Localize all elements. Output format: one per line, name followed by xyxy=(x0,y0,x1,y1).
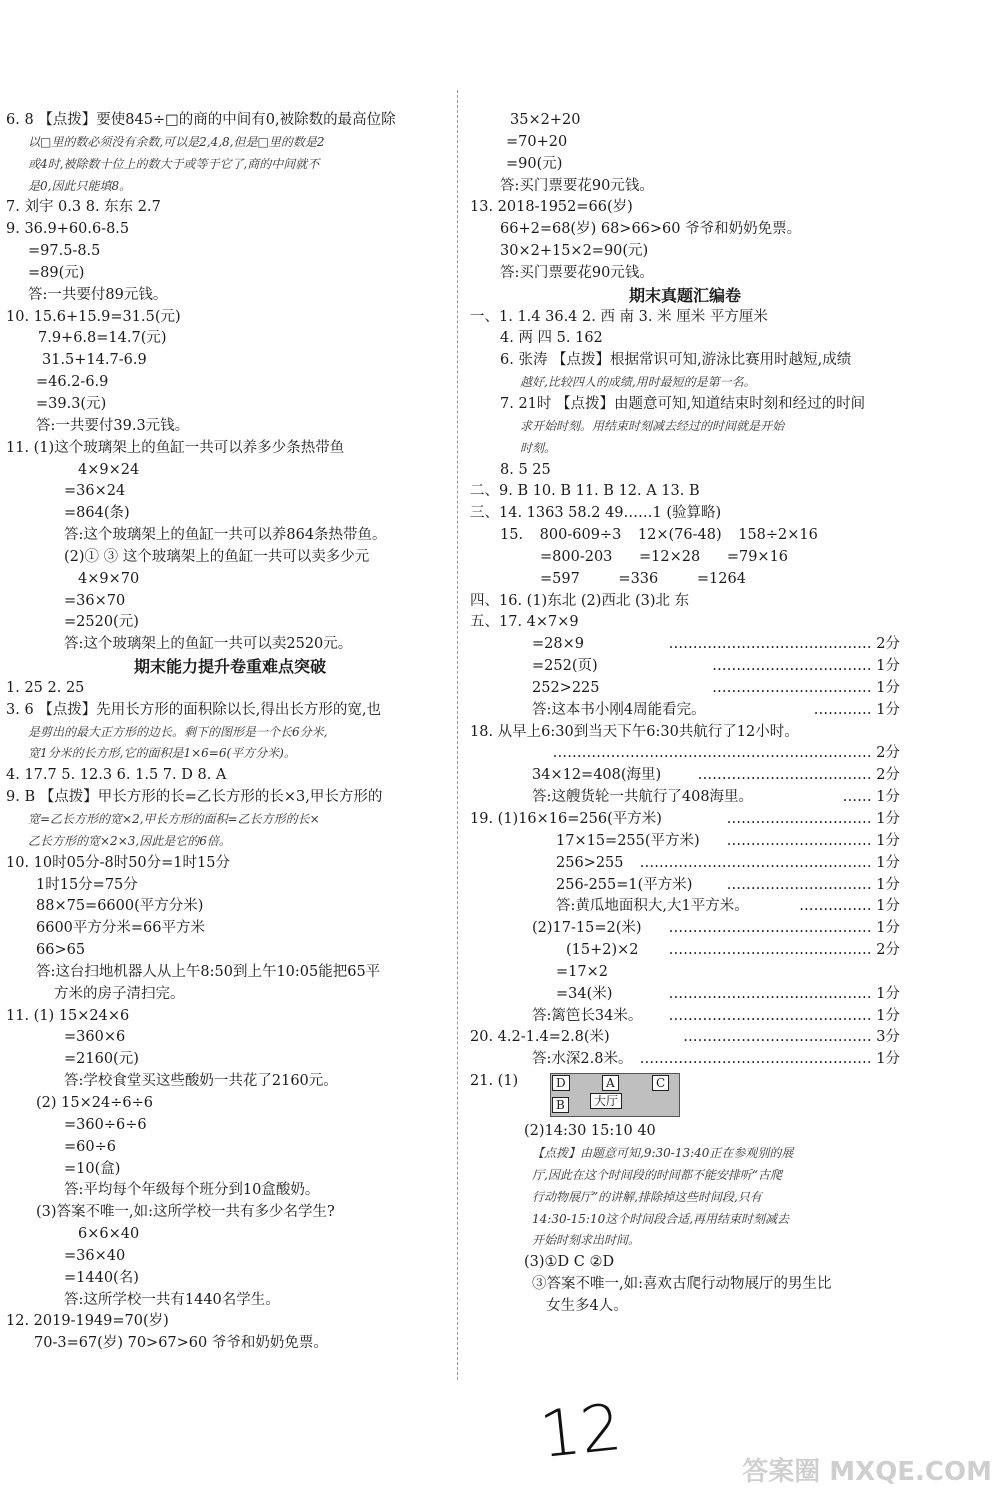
hint-line: 越好,比较四人的成绩,用时最短的是第一名。 xyxy=(520,375,756,390)
calc-line: 6600平方分米=66平方米 xyxy=(36,920,206,937)
calc-text: 34×12=408(海里) xyxy=(532,767,662,784)
calc-line: =89(元) xyxy=(28,264,85,281)
calc-line xyxy=(470,918,900,940)
calc-text: 20. 4.2-1.4=2.8(米) xyxy=(470,1029,610,1046)
answer-line: 13. 2018-1952=66(岁) xyxy=(470,199,633,216)
calc-line xyxy=(470,634,900,656)
score: ………………………… 1分 xyxy=(725,831,900,853)
calc-line: 15. 800-609÷3 12×(76-48) 158÷2×16 xyxy=(500,527,818,544)
answer-line: 11. (1) 15×24×6 xyxy=(6,1007,130,1024)
answer-line: 6. 8 【点拨】要使845÷□的商的中间有0,被除数的最高位除 xyxy=(6,112,396,128)
calc-line: =1440(名) xyxy=(64,1269,139,1286)
answer-line: 4. 两 四 5. 162 xyxy=(500,330,603,347)
score: …………………………………… 2分 xyxy=(667,940,900,962)
hint-line: 是剪出的最大正方形的边长。剩下的图形是一个长6分米, xyxy=(28,724,328,739)
answer-text: 答:这本书小刚4周能看完。 xyxy=(532,701,706,718)
calc-text: =252(页) xyxy=(532,658,598,675)
calc-line: =39.3(元) xyxy=(36,395,107,412)
calc-line xyxy=(470,1027,900,1049)
answer-line: (2) 15×24÷6÷6 xyxy=(36,1094,153,1111)
calc-line: =864(条) xyxy=(64,505,130,522)
calc-line: =60÷6 xyxy=(64,1138,116,1155)
calc-line: =36×40 xyxy=(64,1247,126,1264)
hint-line: 开始时刻求出时间。 xyxy=(532,1233,641,1248)
hint-line: 行动物展厅”的讲解,排除掉这些时间段,只有 xyxy=(532,1189,762,1204)
score: …………………………… 1分 xyxy=(710,656,900,678)
answer-line xyxy=(470,700,900,722)
answer-line xyxy=(470,787,900,809)
hint-line: 宽=乙长方形的宽×2,甲长方形的面积=乙长方形的长× xyxy=(28,812,320,826)
calc-line: =800-203 =12×28 =79×16 xyxy=(540,548,789,565)
answer-line: 3. 6 【点拨】先用长方形的面积除以长,得出长方形的宽,也 xyxy=(6,701,381,718)
calc-line: 88×75=6600(平方分米) xyxy=(36,898,204,915)
hint-line: 【点拨】由题意可知,9:30-13:40正在参观别的展 xyxy=(532,1145,794,1160)
section-title: 期末能力提升卷重难点突破 xyxy=(133,657,326,677)
answer-line: 答:这台扫地机器人从上午8:50到上午10:05能把65平 xyxy=(36,963,381,980)
answer-line: 女生多4人。 xyxy=(546,1297,628,1314)
calc-line: 30×2+15×2=90(元) xyxy=(500,243,649,260)
calc-line: =2160(元) xyxy=(64,1051,139,1068)
score: …………………………………… 1分 xyxy=(667,984,900,1006)
answer-line: 11. (1)这个玻璃架上的鱼缸一共可以养多少条热带鱼 xyxy=(6,439,345,456)
room-d: D xyxy=(552,1075,570,1091)
answer-line: 一、1. 1.4 36.4 2. 西 南 3. 米 厘米 平方厘米 xyxy=(470,308,768,325)
answer-line: 四、16. (1)东北 (2)西北 (3)北 东 xyxy=(470,592,690,609)
calc-line: 7.9+6.8=14.7(元) xyxy=(38,330,167,347)
room-b: B xyxy=(552,1097,569,1113)
calc-line: =360×6 xyxy=(64,1029,126,1046)
room-hall: 大厅 xyxy=(590,1093,622,1109)
answer-line: 答:买门票要花90元钱。 xyxy=(500,177,654,194)
answer-line: 6. 张涛 【点拨】根据常识可知,游泳比赛用时越短,成绩 xyxy=(500,352,852,369)
calc-line: 31.5+14.7-6.9 xyxy=(42,352,147,369)
calc-text: 256>255 xyxy=(556,854,624,871)
hint-line: 时刻。 xyxy=(520,440,557,455)
calc-line: =46.2-6.9 xyxy=(36,374,109,391)
hint-line: 或4时,被除数十位上的数大于或等于它了,商的中间就不 xyxy=(28,156,320,171)
answer-line: 12. 2019-1949=70(岁) xyxy=(6,1313,169,1330)
calc-text: =34(米) xyxy=(556,985,613,1002)
calc-line xyxy=(470,765,900,787)
answer-line: 9. B 【点拨】甲长方形的长=乙长方形的长×3,甲长方形的 xyxy=(6,789,383,806)
calc-line xyxy=(470,831,900,853)
answer-line: 10. 10时05分-8时50分=1时15分 xyxy=(6,854,230,871)
answer-line: 4. 17.7 5. 12.3 6. 1.5 7. D 8. A xyxy=(6,767,227,784)
answer-line: 9. 36.9+60.6-8.5 xyxy=(6,221,130,238)
calc-line: 66+2=68(岁) 68>66>60 爷爷和奶奶免票。 xyxy=(500,221,802,238)
watermark-logo: 答案圈 MXQE.COM xyxy=(742,1457,992,1487)
calc-line: 66>65 xyxy=(36,942,86,959)
calc-text: (15+2)×2 xyxy=(566,942,639,959)
answer-text: 答:篱笆长34米。 xyxy=(532,1007,643,1024)
answer-line: ③答案不唯一,如:喜欢古爬行动物展厅的男生比 xyxy=(532,1276,832,1293)
calc-line: =36×24 xyxy=(64,483,126,500)
answer-text: 19. (1)16×16=256(平方米) xyxy=(470,811,662,827)
handwritten-page-number: 12 xyxy=(536,1390,626,1474)
calc-text: =28×9 xyxy=(532,636,584,653)
answer-line: 答:一共要付39.3元钱。 xyxy=(36,417,190,434)
score: ……………………………… 2分 xyxy=(696,765,900,787)
answer-line: 7. 刘宇 0.3 8. 东东 2.7 xyxy=(6,199,161,216)
calc-line: =2520(元) xyxy=(64,614,139,631)
calc-line: 4×9×70 xyxy=(78,570,140,587)
calc-line: 6×6×40 xyxy=(78,1226,140,1243)
answer-line: 7. 21时 【点拨】由题意可知,知道结束时刻和经过的时间 xyxy=(500,395,866,412)
score: ………… 1分 xyxy=(812,700,900,722)
answer-line: 方米的房子清扫完。 xyxy=(54,985,185,1002)
answer-line: (2)① ③ 这个玻璃架上的鱼缸一共可以卖多少元 xyxy=(64,548,370,565)
left-column xyxy=(6,110,454,1355)
score: ………………………… 1分 xyxy=(725,875,900,897)
calc-line: =10(盒) xyxy=(64,1160,121,1177)
section-title: 期末真题汇编卷 xyxy=(628,285,741,305)
score: …… 1分 xyxy=(841,787,900,809)
calc-line xyxy=(470,940,900,962)
score: ………………………… 1分 xyxy=(725,809,900,831)
score: ………………………………………………………… 2分 xyxy=(551,743,900,765)
calc-text: (2)17-15=2(米) xyxy=(532,920,642,937)
calc-line xyxy=(470,853,900,875)
calc-line: =360÷6÷6 xyxy=(64,1116,147,1133)
score: …………………………………… 1分 xyxy=(667,918,900,940)
calc-line: =36×70 xyxy=(64,592,126,609)
calc-line xyxy=(470,656,900,678)
answer-line: (2)14:30 15:10 40 xyxy=(524,1123,656,1140)
score-line xyxy=(470,743,900,765)
calc-text: 256-255=1(平方米) xyxy=(556,876,693,893)
answer-line: 8. 5 25 xyxy=(500,461,551,478)
right-column xyxy=(470,110,900,1318)
room-a: A xyxy=(602,1075,619,1091)
answer-line: 五、17. 4×7×9 xyxy=(470,614,579,631)
score: …………………………………… 1分 xyxy=(667,1006,900,1028)
calc-text: 17×15=255(平方米) xyxy=(556,832,700,849)
answer-line xyxy=(470,1071,900,1117)
score: ………………………………… 3分 xyxy=(681,1027,900,1049)
answer-line xyxy=(470,1049,900,1071)
answer-line: 18. 从早上6:30到当天下午6:30共航行了12小时。 xyxy=(470,723,799,740)
answer-line: 10. 15.6+15.9=31.5(元) xyxy=(6,308,181,325)
calc-line: =17×2 xyxy=(556,963,608,980)
answer-line: 答:这个玻璃架上的鱼缸一共可以养864条热带鱼。 xyxy=(64,527,387,544)
question-number: 21. (1) xyxy=(470,1073,519,1090)
score: ………………………………………… 1分 xyxy=(638,853,900,875)
hint-line: 以□里的数必须没有余数,可以是2,4,8,但是□里的数是2 xyxy=(28,134,325,149)
answer-text: 答:黄瓜地面积大,大1平方米。 xyxy=(556,898,749,915)
column-divider xyxy=(457,90,458,1380)
calc-line xyxy=(470,875,900,897)
answer-line xyxy=(470,896,900,918)
answer-line: 1. 25 2. 25 xyxy=(6,679,85,696)
calc-text: 252>225 xyxy=(532,679,600,696)
answer-line: 答:这所学校一共有1440名学生。 xyxy=(64,1291,280,1308)
calc-line: =70+20 xyxy=(506,133,568,150)
calc-line: =97.5-8.5 xyxy=(28,243,101,260)
answer-line: (3)①D C ②D xyxy=(524,1254,615,1271)
calc-line xyxy=(470,678,900,700)
answer-line: 三、14. 1363 58.2 49……1 (验算略) xyxy=(470,505,722,522)
answer-line: 答:买门票要花90元钱。 xyxy=(500,264,654,281)
score: …………… 1分 xyxy=(797,896,900,918)
calc-line: 4×9×24 xyxy=(78,461,140,478)
answer-line: 答:平均每个年级每个班分到10盒酸奶。 xyxy=(64,1182,320,1199)
hint-line: 宽1分米的长方形,它的面积是1×6=6(平方分米)。 xyxy=(28,746,296,761)
answer-line xyxy=(470,1006,900,1028)
answer-text: 答:这艘货轮一共航行了408海里。 xyxy=(532,789,754,806)
hint-line: 厅,因此在这个时间段的时间都不能安排听“古爬 xyxy=(532,1167,782,1182)
hint-line: 14:30-15:10这个时间段合适,再用结束时刻减去 xyxy=(532,1211,790,1226)
calc-line xyxy=(470,984,900,1006)
hint-line: 是0,因此只能填8。 xyxy=(28,178,132,193)
answer-line: 答:学校食堂买这些酸奶一共花了2160元。 xyxy=(64,1073,338,1090)
score: …………………………… 1分 xyxy=(710,678,900,700)
answer-line xyxy=(470,809,900,831)
calc-line: =597 =336 =1264 xyxy=(540,570,746,587)
score: …………………………………… 2分 xyxy=(667,634,900,656)
exhibit-map xyxy=(532,1073,680,1117)
calc-line: 35×2+20 xyxy=(510,112,581,128)
calc-line: =90(元) xyxy=(506,155,563,172)
score: ………………………………………… 1分 xyxy=(638,1049,900,1071)
calc-line: 1时15分=75分 xyxy=(36,876,138,893)
hint-line: 求开始时刻。用结束时刻减去经过的时间就是开始 xyxy=(520,418,785,433)
answer-line: 答:一共要付89元钱。 xyxy=(28,286,168,303)
answer-line: 答:这个玻璃架上的鱼缸一共可以卖2520元。 xyxy=(64,636,353,653)
answer-line: 二、9. B 10. B 11. B 12. A 13. B xyxy=(470,483,700,500)
answer-line: 70-3=67(岁) 70>67>60 爷爷和奶奶免票。 xyxy=(34,1335,328,1352)
hint-line: 乙长方形的宽×2×3,因此是它的6倍。 xyxy=(28,833,231,848)
answer-text: 答:水深2.8米。 xyxy=(532,1051,633,1068)
room-c: C xyxy=(652,1075,669,1091)
answer-line: (3)答案不唯一,如:这所学校一共有多少名学生? xyxy=(36,1204,335,1221)
